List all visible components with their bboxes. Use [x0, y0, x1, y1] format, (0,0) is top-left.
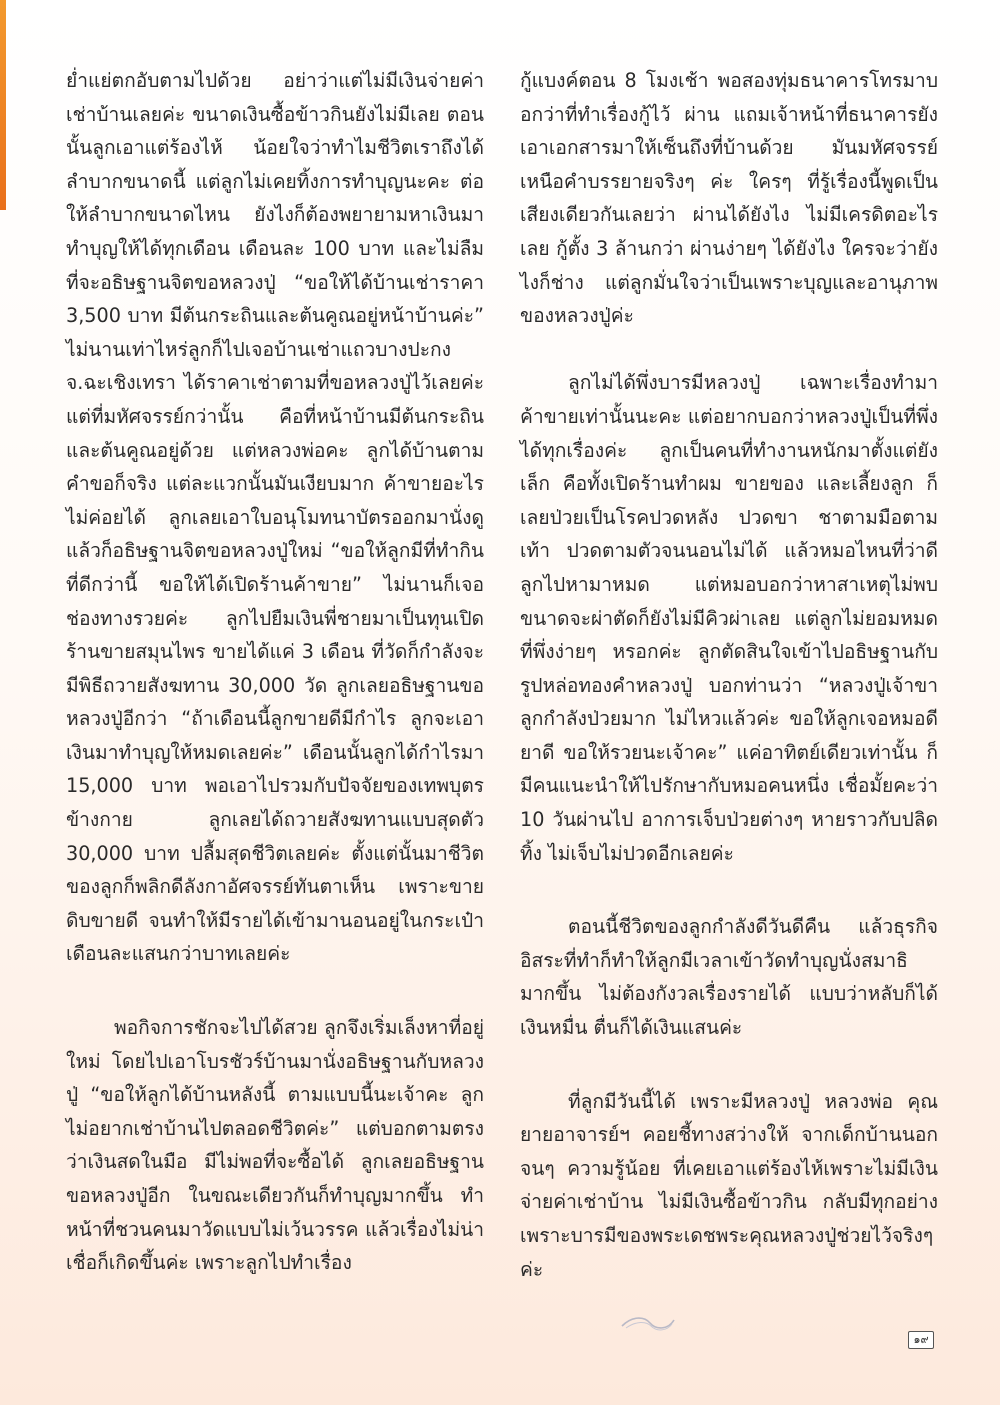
page-number: ๑๙ [908, 1331, 934, 1349]
paragraph-spacer [520, 1045, 938, 1085]
right-paragraph-2: ลูกไม่ได้พึ่งบารมีหลวงปู่ เฉพาะเรื่องทำมาค้าขายเท่านั้นนะคะ แต่อยากบอกว่าหลวงปู่เป็นที่พึ่งได้ทุกเรื่องค่ะ ลูกเป็นคนที่ทำงานหนักมาตั้งแต่ยังเล็ก คือทั้งเปิดร้านทำผม ขายของ และเลี้ยงลูก ก็เลยป่วยเป็นโรคปวดหลัง ปวดขา ชาตามมือตามเท้า ปวดตามตัวจนนอนไม่ได้ แล้วหมอไหนที่ว่าดี ลูกไปหามาหมด แต่หมอบอกว่าหาสาเหตุไม่พบ ขนาดจะผ่าตัดก็ยังไม่มีคิวผ่าเลย แต่ลูกไม่ยอมหมดที่พึ่งง่ายๆ หรอกค่ะ ลูกตัดสินใจเข้าไปอธิษฐานกับรูปหล่อทองคำหลวงปู่ บอกท่านว่า “หลวงปู่เจ้าขา ลูกกำลังป่วยมาก ไม่ไหวแล้วค่ะ ขอให้ลูกเจอหมอดี ยาดี ขอให้รวยนะเจ้าคะ” แค่อาทิตย์เดียวเท่านั้น ก็มีคนแนะนำให้ไปรักษากับหมอคนหนึ่ง เชื่อมั้ยคะว่า 10 วันผ่านไป อาการเจ็บป่วยต่างๆ หายราวกับปลิดทิ้ง ไม่เจ็บไม่ปวดอีกเลยค่ะ [520, 371, 938, 865]
paragraph-spacer [66, 971, 484, 1011]
paragraph-spacer [520, 870, 938, 910]
swirl-ornament-icon [620, 1312, 676, 1334]
right-paragraph-3: ตอนนี้ชีวิตของลูกกำลังดีวันดีคืน แล้วธุรกิจอิสระที่ทำก็ทำให้ลูกมีเวลาเข้าวัดทำบุญนั่งสมาธิมากขึ้น ไม่ต้องกังวลเรื่องรายได้ แบบว่าหลับก็ได้เงินหมื่น ตื่นก็ได้เงินแสนค่ะ [520, 915, 938, 1040]
right-column [520, 64, 938, 1286]
paragraph-spacer [520, 333, 938, 367]
left-paragraph-2: พอกิจการชักจะไปได้สวย ลูกจึงเริ่มเล็งหาที่อยู่ใหม่ โดยไปเอาโบรชัวร์บ้านมานั่งอธิษฐานกับหลวงปู่ “ขอให้ลูกได้บ้านหลังนี้ ตามแบบนี้นะเจ้าคะ ลูกไม่อยากเช่าบ้านไปตลอดชีวิตค่ะ” แต่บอกตามตรงว่าเงินสดในมือ มีไม่พอที่จะซื้อได้ ลูกเลยอธิษฐานขอหลวงปู่อีก ในขณะเดียวกันก็ทำบุญมากขึ้น ทำหน้าที่ชวนคนมาวัดแบบไม่เว้นวรรค แล้วเรื่องไม่น่าเชื่อก็เกิดขึ้นค่ะ เพราะลูกไปทำเรื่อง [66, 1016, 484, 1275]
left-paragraph-1: ย่ำแย่ตกอับตามไปด้วย อย่าว่าแต่ไม่มีเงินจ่ายค่าเช่าบ้านเลยค่ะ ขนาดเงินซื้อข้าวกินยังไม่มีเลย ตอนนั้นลูกเอาแต่ร้องไห้ น้อยใจว่าทำไมชีวิตเราถึงได้ลำบากขนาดนี้ แต่ลูกไม่เคยทิ้งการทำบุญนะคะ ต่อให้ลำบากขนาดไหน ยังไงก็ต้องพยายามหาเงินมาทำบุญให้ได้ทุกเดือน เดือนละ 100 บาท และไม่ลืมที่จะอธิษฐานจิตขอหลวงปู่ “ขอให้ได้บ้านเช่าราคา 3,500 บาท มีต้นกระถินและต้นคูณอยู่หน้าบ้านค่ะ” ไม่นานเท่าไหร่ลูกก็ไปเจอบ้านเช่าแถวบางปะกง จ.ฉะเชิงเทรา ได้ราคาเช่าตามที่ขอหลวงปู่ไว้เลยค่ะ แต่ที่มหัศจรรย์กว่านั้น คือที่หน้าบ้านมีต้นกระถินและต้นคูณอยู่ด้วย แต่หลวงพ่อคะ ลูกได้บ้านตามคำขอก็จริง แต่ละแวกนั้นมันเงียบมาก ค้าขายอะไรไม่ค่อยได้ ลูกเลยเอาใบอนุโมทนาบัตรออกมานั่งดู แล้วก็อธิษฐานจิตขอหลวงปู่ใหม่ “ขอให้ลูกมีที่ทำกินที่ดีกว่านี้ ขอให้ได้เปิดร้านค้าขาย” ไม่นานก็เจอช่องทางรวยค่ะ ลูกไปยืมเงินพี่ชายมาเป็นทุนเปิดร้านขายสมุนไพร ขายได้แค่ 3 เดือน ที่วัดก็กำลังจะมีพิธีถวายสังฆทาน 30,000 วัด ลูกเลยอธิษฐานขอหลวงปู่อีกว่า “ถ้าเดือนนี้ลูกขายดีมีกำไร ลูกจะเอาเงินมาทำบุญให้หมดเลยค่ะ” เดือนนั้นลูกได้กำไรมา 15,000 บาท พอเอาไปรวมกับปัจจัยของเทพบุตรข้างกาย ลูกเลยได้ถวายสังฆทานแบบสุดตัว 30,000 บาท ปลื้มสุดชีวิตเลยค่ะ ตั้งแต่นั้นมาชีวิตของลูกก็พลิกดีลังกาอัศจรรย์ทันตาเห็น เพราะขายดิบขายดี จนทำให้มีรายได้เข้ามานอนอยู่ในกระเป๋า เดือนละแสนกว่าบาทเลยค่ะ [66, 69, 484, 966]
edge-accent-bar [0, 0, 6, 210]
left-column [66, 64, 484, 1280]
right-paragraph-1: กู้แบงค์ตอน 8 โมงเช้า พอสองทุ่มธนาคารโทรมาบอกว่าที่ทำเรื่องกู้ไว้ ผ่าน แถมเจ้าหน้าที่ธนาคารยังเอาเอกสารมาให้เซ็นถึงที่บ้านด้วย มันมหัศจรรย์เหนือคำบรรยายจริงๆ ค่ะ ใครๆ ที่รู้เรื่องนี้พูดเป็นเสียงเดียวกันเลยว่า ผ่านได้ยังไง ไม่มีเครดิตอะไรเลย กู้ตั้ง 3 ล้านกว่า ผ่านง่ายๆ ได้ยังไง ใครจะว่ายังไงก็ช่าง แต่ลูกมั่นใจว่าเป็นเพราะบุญและอานุภาพของหลวงปู่ค่ะ [520, 69, 938, 328]
right-paragraph-4: ที่ลูกมีวันนี้ได้ เพราะมีหลวงปู่ หลวงพ่อ คุณยายอาจารย์ฯ คอยชี้ทางสว่างให้ จากเด็กบ้านนอกจนๆ ความรู้น้อย ที่เคยเอาแต่ร้องไห้เพราะไม่มีเงินจ่ายค่าเช่าบ้าน ไม่มีเงินซื้อข้าวกิน กลับมีทุกอย่างเพราะบารมีของพระเดชพระคุณหลวงปู่ช่วยไว้จริงๆ ค่ะ [520, 1089, 938, 1281]
